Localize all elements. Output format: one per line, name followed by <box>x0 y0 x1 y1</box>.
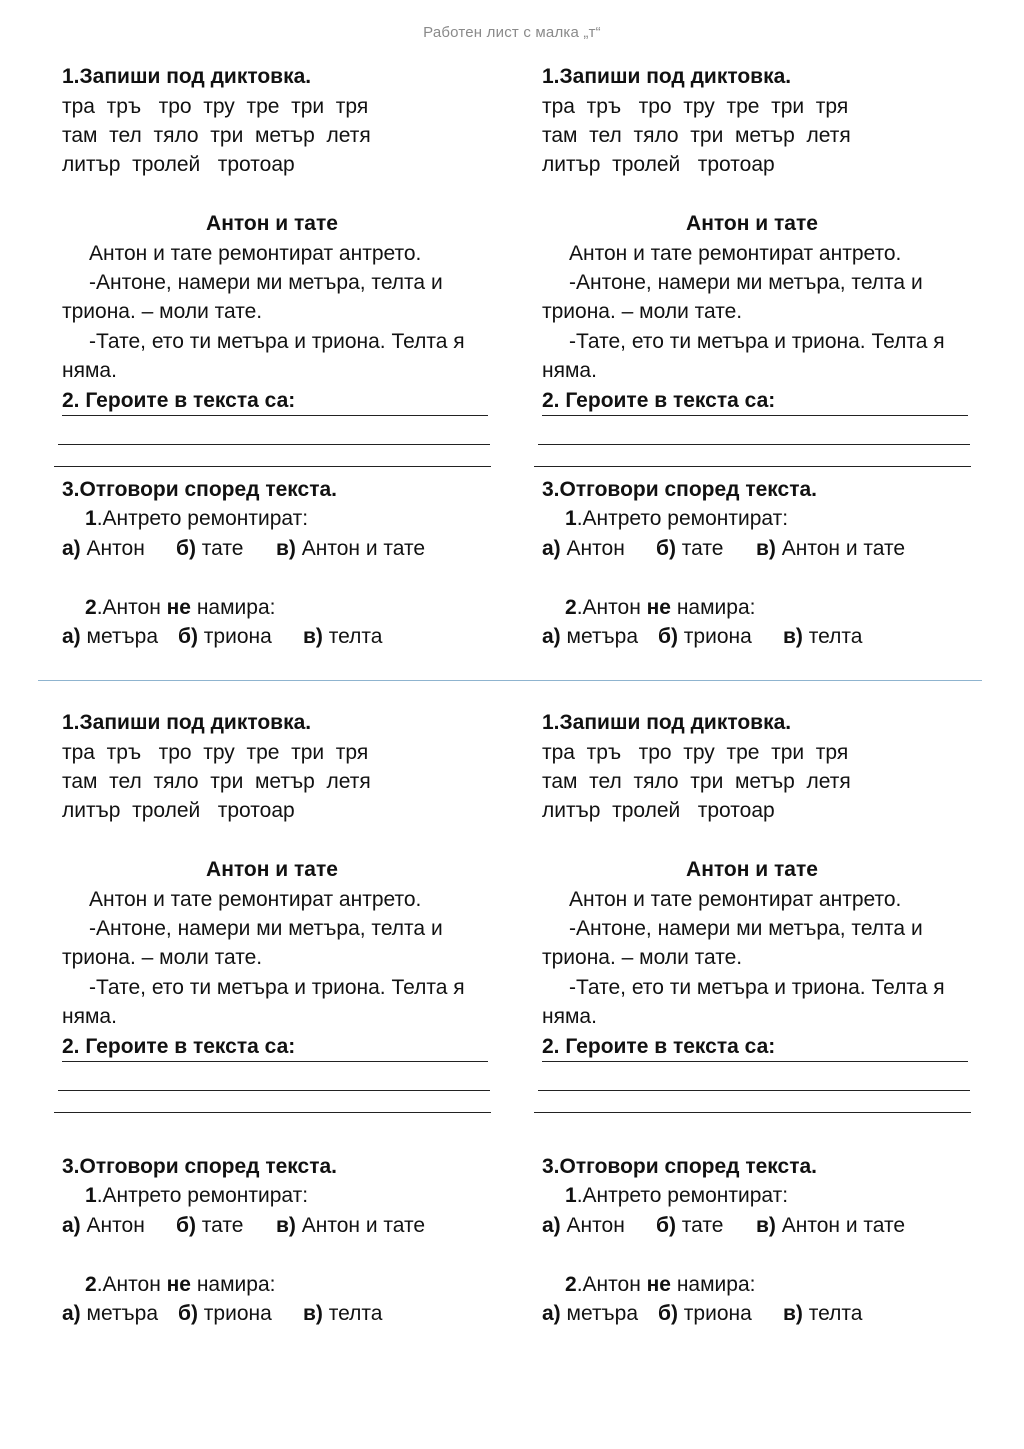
option-c-text: Антон и тате <box>295 537 426 560</box>
question-1-option-b <box>656 1211 723 1241</box>
question-2-text-end: намира: <box>191 1273 276 1296</box>
answer-line-1 <box>542 1061 968 1062</box>
option-c-text: телта <box>322 1302 383 1325</box>
option-c-label: в) <box>783 1302 803 1325</box>
story-title: Антон и тате <box>686 858 818 881</box>
option-b-text: триона <box>197 625 272 648</box>
question-1-option-b <box>176 1211 243 1241</box>
task1-title: 1.Запиши под диктовка. <box>62 65 312 88</box>
question-1-option-c <box>756 534 905 564</box>
option-a-label: а) <box>542 1214 561 1237</box>
question-2-text: .Антон <box>576 1273 647 1296</box>
question-2 <box>85 593 275 623</box>
cut-line-divider <box>38 680 982 681</box>
option-b-text: тате <box>195 1214 244 1237</box>
option-b-label: б) <box>658 1302 678 1325</box>
option-a-text: Антон <box>80 1214 145 1237</box>
story-line-1: Антон и тате ремонтират антрето. <box>89 242 422 265</box>
answer-line-2 <box>538 444 970 445</box>
option-a-text: Антон <box>560 537 625 560</box>
question-2-text-end: намира: <box>191 596 276 619</box>
task3-title: 3.Отговори според текста. <box>62 1155 337 1178</box>
question-1-option-c <box>276 1211 425 1241</box>
question-1-text: .Антрето ремонтират: <box>576 507 789 530</box>
story-line-1: Антон и тате ремонтират антрето. <box>569 888 902 911</box>
question-1-text: .Антрето ремонтират: <box>576 1184 789 1207</box>
option-c-label: в) <box>303 625 323 648</box>
option-b-label: б) <box>658 625 678 648</box>
syllables-row-1: тра тръ тро тру тре три тря <box>542 95 849 118</box>
question-2-option-c <box>783 622 862 652</box>
task3-title: 3.Отговори според текста. <box>62 478 337 501</box>
story-line-2: -Антоне, намери ми метъра, телта и <box>569 917 923 940</box>
option-b-text: триона <box>677 625 752 648</box>
syllables-row-1: тра тръ тро тру тре три тря <box>542 741 849 764</box>
story-line-2: -Антоне, намери ми метъра, телта и <box>89 917 443 940</box>
option-c-label: в) <box>276 537 296 560</box>
question-2-option-b <box>178 1299 272 1329</box>
option-c-label: в) <box>783 625 803 648</box>
answer-line-2 <box>538 1090 970 1091</box>
option-a-text: метъра <box>560 1302 639 1325</box>
syllables-row-3: литър тролей тротоар <box>542 153 775 176</box>
story-title: Антон и тате <box>686 212 818 235</box>
story-line-5: няма. <box>542 359 597 382</box>
answer-line-1 <box>542 415 968 416</box>
option-a-label: а) <box>62 537 81 560</box>
option-c-label: в) <box>303 1302 323 1325</box>
option-c-text: Антон и тате <box>295 1214 426 1237</box>
question-2-option-a <box>62 622 158 652</box>
task2-title: 2. Героите в текста са: <box>542 389 776 412</box>
story-line-4: -Тате, ето ти метъра и триона. Телта я <box>569 330 945 353</box>
question-2-option-b <box>658 1299 752 1329</box>
story-line-3: триона. – моли тате. <box>542 300 743 323</box>
option-b-label: б) <box>176 1214 196 1237</box>
page-header: Работен лист с малка „т“ <box>423 24 601 41</box>
question-2-option-a <box>542 622 638 652</box>
question-2-emphasis: не <box>646 596 671 619</box>
option-b-label: б) <box>656 537 676 560</box>
task2-title: 2. Героите в текста са: <box>62 389 296 412</box>
question-2-number: 2 <box>85 596 97 619</box>
option-b-text: триона <box>677 1302 752 1325</box>
question-1-number: 1 <box>85 507 97 530</box>
question-1 <box>565 504 788 534</box>
question-2-emphasis: не <box>166 1273 191 1296</box>
question-2-text-end: намира: <box>671 1273 756 1296</box>
option-b-text: тате <box>675 537 724 560</box>
question-1 <box>85 504 308 534</box>
option-b-label: б) <box>178 625 198 648</box>
syllables-row-1: тра тръ тро тру тре три тря <box>62 741 369 764</box>
option-b-text: тате <box>675 1214 724 1237</box>
story-line-1: Антон и тате ремонтират антрето. <box>89 888 422 911</box>
story-line-2: -Антоне, намери ми метъра, телта и <box>569 271 923 294</box>
task3-title: 3.Отговори според текста. <box>542 478 817 501</box>
question-2-option-a <box>542 1299 638 1329</box>
syllables-row-2: там тел тяло три метър летя <box>62 124 371 147</box>
question-1-text: .Антрето ремонтират: <box>96 1184 309 1207</box>
question-1-number: 1 <box>565 507 577 530</box>
question-1-option-a <box>542 534 625 564</box>
option-c-label: в) <box>756 1214 776 1237</box>
question-1-option-a <box>62 1211 145 1241</box>
question-2-option-c <box>303 622 382 652</box>
story-line-3: триона. – моли тате. <box>62 300 263 323</box>
option-b-label: б) <box>178 1302 198 1325</box>
option-a-text: метъра <box>560 625 639 648</box>
story-title: Антон и тате <box>206 858 338 881</box>
story-line-2: -Антоне, намери ми метъра, телта и <box>89 271 443 294</box>
question-1-option-b <box>176 534 243 564</box>
option-b-text: триона <box>197 1302 272 1325</box>
question-2-number: 2 <box>565 596 577 619</box>
option-a-text: метъра <box>80 1302 159 1325</box>
story-line-5: няма. <box>62 1005 117 1028</box>
syllables-row-2: там тел тяло три метър летя <box>542 124 851 147</box>
option-b-label: б) <box>176 537 196 560</box>
syllables-row-2: там тел тяло три метър летя <box>62 770 371 793</box>
option-a-label: а) <box>62 625 81 648</box>
question-1-option-a <box>62 534 145 564</box>
story-line-4: -Тате, ето ти метъра и триона. Телта я <box>569 976 945 999</box>
syllables-row-1: тра тръ тро тру тре три тря <box>62 95 369 118</box>
option-a-text: Антон <box>80 537 145 560</box>
story-line-5: няма. <box>62 359 117 382</box>
option-c-text: телта <box>802 1302 863 1325</box>
story-line-1: Антон и тате ремонтират антрето. <box>569 242 902 265</box>
question-2-option-c <box>303 1299 382 1329</box>
story-line-4: -Тате, ето ти метъра и триона. Телта я <box>89 330 465 353</box>
question-1 <box>565 1181 788 1211</box>
question-2-text: .Антон <box>576 596 647 619</box>
question-2-text-end: намира: <box>671 596 756 619</box>
task1-title: 1.Запиши под диктовка. <box>542 711 792 734</box>
answer-line-3 <box>534 466 971 467</box>
question-1-option-c <box>276 534 425 564</box>
option-b-text: тате <box>195 537 244 560</box>
option-a-label: а) <box>62 1302 81 1325</box>
answer-line-1 <box>62 415 488 416</box>
option-c-label: в) <box>276 1214 296 1237</box>
answer-line-1 <box>62 1061 488 1062</box>
question-1-number: 1 <box>565 1184 577 1207</box>
answer-line-3 <box>534 1112 971 1113</box>
question-2-option-a <box>62 1299 158 1329</box>
option-c-label: в) <box>756 537 776 560</box>
task1-title: 1.Запиши под диктовка. <box>62 711 312 734</box>
question-1-option-a <box>542 1211 625 1241</box>
question-2 <box>85 1270 275 1300</box>
task2-title: 2. Героите в текста са: <box>542 1035 776 1058</box>
option-a-label: а) <box>542 625 561 648</box>
question-2-option-b <box>658 622 752 652</box>
question-2-text: .Антон <box>96 596 167 619</box>
answer-line-3 <box>54 466 491 467</box>
question-1-number: 1 <box>85 1184 97 1207</box>
story-line-4: -Тате, ето ти метъра и триона. Телта я <box>89 976 465 999</box>
task3-title: 3.Отговори според текста. <box>542 1155 817 1178</box>
option-c-text: Антон и тате <box>775 1214 906 1237</box>
question-1-text: .Антрето ремонтират: <box>96 507 309 530</box>
option-c-text: телта <box>802 625 863 648</box>
option-c-text: телта <box>322 625 383 648</box>
question-2 <box>565 1270 755 1300</box>
syllables-row-2: там тел тяло три метър летя <box>542 770 851 793</box>
option-a-label: а) <box>542 1302 561 1325</box>
question-2-option-c <box>783 1299 862 1329</box>
option-c-text: Антон и тате <box>775 537 906 560</box>
story-line-3: триона. – моли тате. <box>542 946 743 969</box>
question-2-emphasis: не <box>646 1273 671 1296</box>
syllables-row-3: литър тролей тротоар <box>542 799 775 822</box>
story-line-5: няма. <box>542 1005 597 1028</box>
answer-line-2 <box>58 444 490 445</box>
syllables-row-3: литър тролей тротоар <box>62 799 295 822</box>
question-2-emphasis: не <box>166 596 191 619</box>
option-a-label: а) <box>62 1214 81 1237</box>
question-2-option-b <box>178 622 272 652</box>
question-1-option-b <box>656 534 723 564</box>
question-2-number: 2 <box>85 1273 97 1296</box>
question-1-option-c <box>756 1211 905 1241</box>
task1-title: 1.Запиши под диктовка. <box>542 65 792 88</box>
question-2 <box>565 593 755 623</box>
option-a-label: а) <box>542 537 561 560</box>
option-b-label: б) <box>656 1214 676 1237</box>
story-line-3: триона. – моли тате. <box>62 946 263 969</box>
question-2-number: 2 <box>565 1273 577 1296</box>
option-a-text: Антон <box>560 1214 625 1237</box>
syllables-row-3: литър тролей тротоар <box>62 153 295 176</box>
question-1 <box>85 1181 308 1211</box>
option-a-text: метъра <box>80 625 159 648</box>
story-title: Антон и тате <box>206 212 338 235</box>
answer-line-2 <box>58 1090 490 1091</box>
question-2-text: .Антон <box>96 1273 167 1296</box>
answer-line-3 <box>54 1112 491 1113</box>
task2-title: 2. Героите в текста са: <box>62 1035 296 1058</box>
